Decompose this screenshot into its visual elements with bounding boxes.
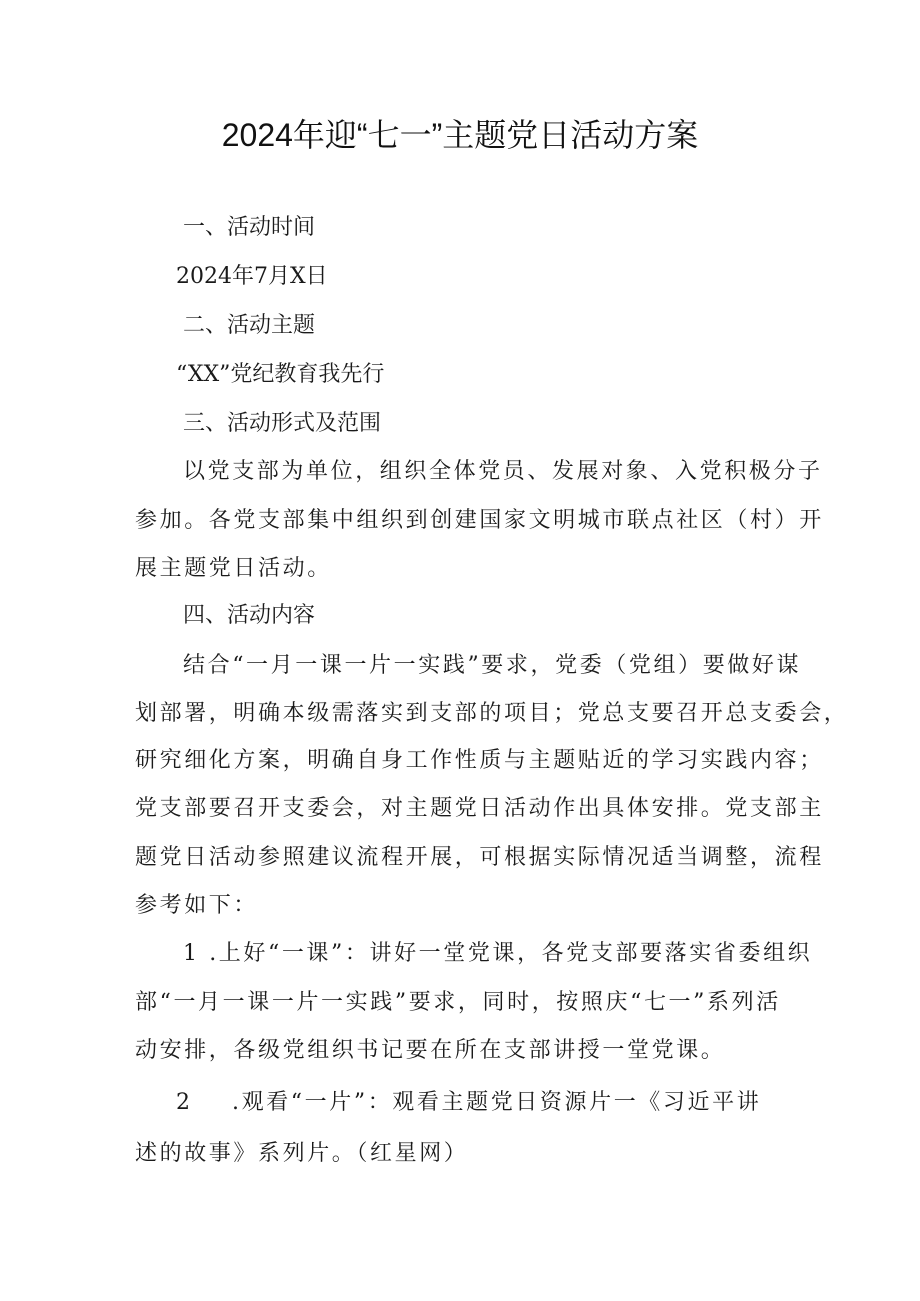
- section-heading-theme: 二、活动主题: [183, 313, 316, 338]
- content-paragraph-line: 划部署，明确本级需落实到支部的项目；党总支要召开总支委会，: [135, 701, 849, 726]
- form-paragraph-line: 参加。各党支部集中组织到创建国家文明城市联点社区（村）开: [135, 508, 824, 533]
- content-paragraph-line: 题党日活动参照建议流程开展，可根据实际情况适当调整，流程: [135, 845, 824, 870]
- section-heading-form: 三、活动形式及范围: [183, 411, 382, 436]
- section-value-time: 2024年7月X日: [176, 264, 328, 289]
- item-one-line: 部“一月一课一片一实践”要求，同时，按照庆“七一”系列活: [135, 990, 781, 1015]
- content-paragraph-line: 参考如下：: [135, 893, 259, 918]
- section-heading-content: 四、活动内容: [183, 603, 316, 628]
- item-one-line: 动安排，各级党组织书记要在所在支部讲授一堂党课。: [135, 1038, 726, 1063]
- section-value-theme: “XX”党纪教育我先行: [176, 362, 385, 387]
- section-heading-time: 一、活动时间: [183, 215, 316, 240]
- item-one-line: 1 .上好“一课”：讲好一堂党课，各党支部要落实省委组织: [183, 941, 813, 966]
- content-paragraph-line: 结合“一月一课一片一实践”要求，党委（党组）要做好谋: [183, 653, 802, 678]
- item-two-number: 2: [176, 1090, 190, 1115]
- form-paragraph-line: 展主题党日活动。: [135, 556, 332, 581]
- document-title: 2024年迎“七一”主题党日活动方案: [221, 117, 699, 153]
- form-paragraph-line: 以党支部为单位，组织全体党员、发展对象、入党积极分子: [183, 459, 823, 484]
- content-paragraph-line: 研究细化方案，明确自身工作性质与主题贴近的学习实践内容；: [135, 748, 824, 773]
- content-paragraph-line: 党支部要召开支委会，对主题党日活动作出具体安排。党支部主: [135, 796, 824, 821]
- item-two-line: 述的故事》系列片。（红星网）: [135, 1141, 469, 1166]
- item-two-line: .观看“一片”：观看主题党日资源片一《习近平讲: [232, 1090, 762, 1115]
